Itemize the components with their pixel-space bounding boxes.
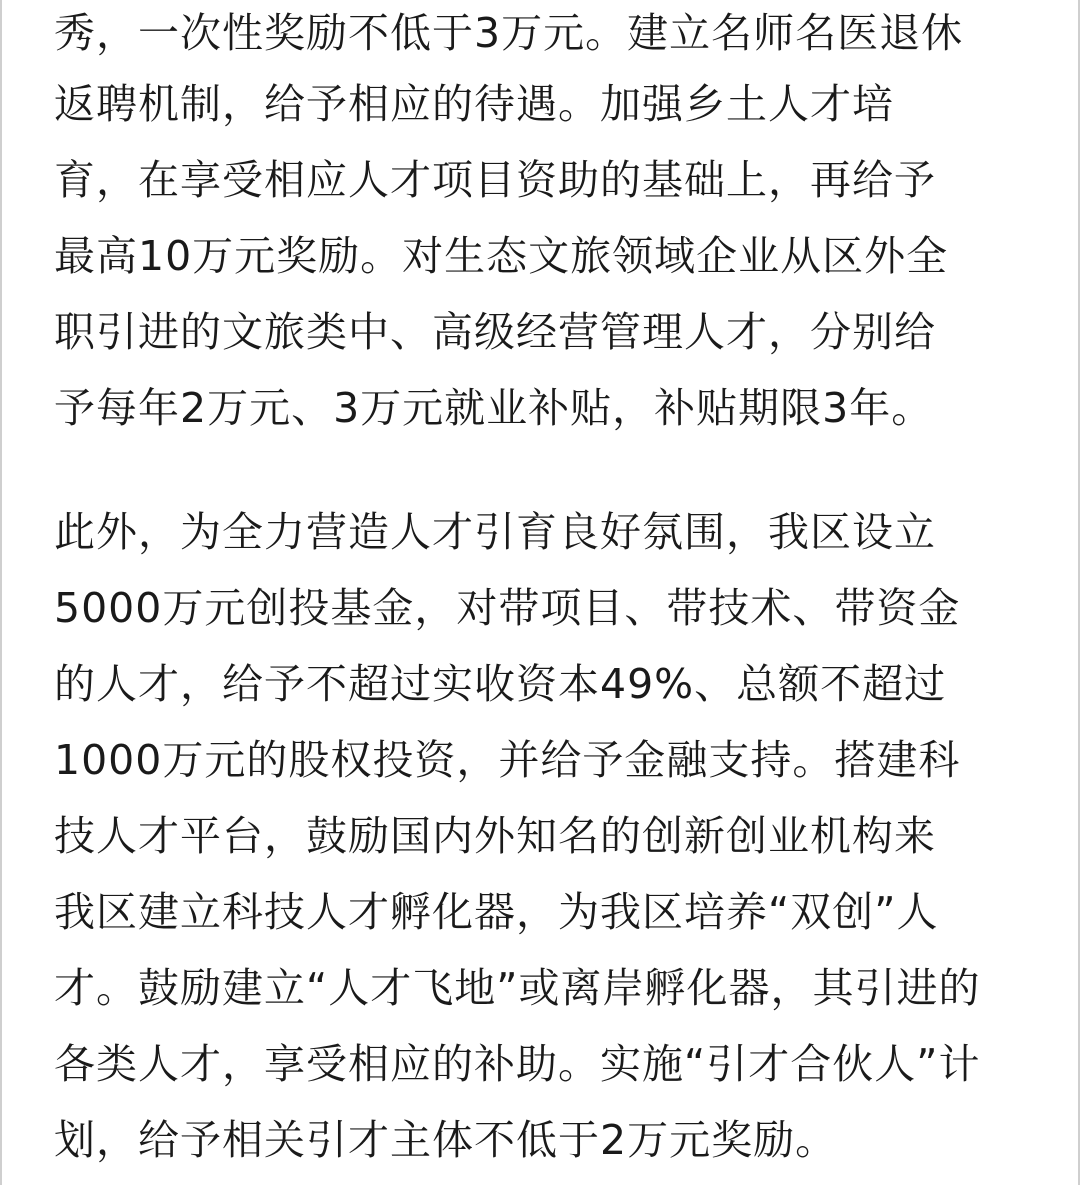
- text-line: 返聘机制，给予相应的待遇。加强乡土人才培: [54, 80, 894, 128]
- text-line: 才。鼓励建立“人才飞地”或离岸孵化器，其引进的: [54, 964, 981, 1012]
- text-line: 各类人才，享受相应的补助。实施“引才合伙人”计: [54, 1040, 981, 1088]
- text-line: 划，给予相关引才主体不低于2万元奖励。: [54, 1116, 838, 1164]
- text-line: 职引进的文旅类中、高级经营管理人才，分别给: [54, 308, 936, 356]
- text-line: 技人才平台，鼓励国内外知名的创新创业机构来: [54, 812, 936, 860]
- text-line: 育，在享受相应人才项目资助的基础上，再给予: [54, 156, 936, 204]
- paragraph-talent-environment: [54, 494, 1044, 1178]
- text-line: 的人才，给予不超过实收资本49%、总额不超过: [54, 660, 947, 708]
- text-line: 最高10万元奖励。对生态文旅领域企业从区外全: [54, 232, 949, 280]
- text-line: 我区建立科技人才孵化器，为我区培养“双创”人: [54, 888, 939, 936]
- text-line: 予每年2万元、3万元就业补贴，补贴期限3年。: [54, 384, 934, 432]
- article-body: [54, 0, 1044, 1178]
- text-line: 此外，为全力营造人才引育良好氛围，我区设立: [54, 508, 936, 556]
- text-line: 5000万元创投基金，对带项目、带技术、带资金: [54, 584, 961, 632]
- text-line: 1000万元的股权投资，并给予金融支持。搭建科: [54, 736, 961, 784]
- paragraph-talent-rewards: [54, 0, 1044, 446]
- text-line: 秀，一次性奖励不低于3万元。建立名师名医退休: [54, 9, 964, 57]
